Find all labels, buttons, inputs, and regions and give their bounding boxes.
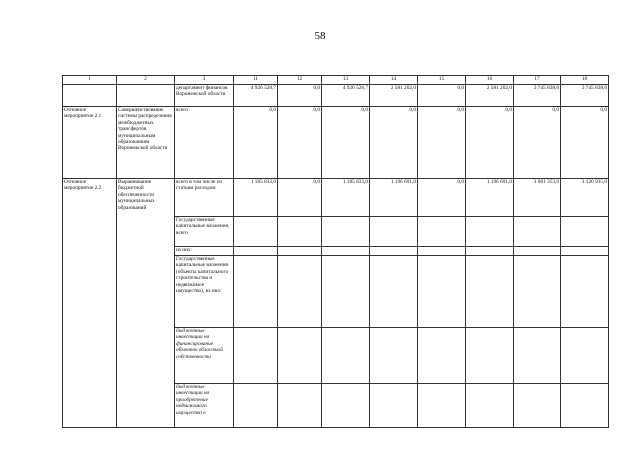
value-cell: 0,0 (418, 85, 466, 107)
value-cell: 0,0 (234, 107, 278, 179)
row-label: бюджетные инвестиции на финансирование объектов областной собственности (175, 328, 234, 384)
header-cell: 17 (514, 76, 561, 85)
row-label: всего (175, 107, 234, 179)
value-cell: 0,0 (278, 107, 322, 179)
value-cell: 4 926 528,7 (234, 85, 278, 107)
header-cell: 11 (234, 76, 278, 85)
measure-code: Основное мероприятие 2.1 (63, 107, 117, 179)
value-cell: 1 061 353,0 (514, 179, 561, 217)
row-label: из них: (175, 247, 234, 256)
table-row (63, 85, 609, 107)
value-cell: 1 120 935,0 (561, 179, 609, 217)
row-label: бюджетные инвестиции на приобретение недвижимого имущества в (175, 384, 234, 428)
value-cell: 0,0 (561, 107, 609, 179)
value-cell: 2 745 838,0 (514, 85, 561, 107)
value-cell: 0,0 (466, 107, 514, 179)
value-cell: 2 745 838,0 (561, 85, 609, 107)
header-cell: 16 (466, 76, 514, 85)
header-cell: 3 (175, 76, 234, 85)
measure-name: Совершенствование системы распределения межбюджетных трансфертов муниципальным образованиям Воронежской области (117, 107, 175, 179)
header-row (63, 76, 609, 85)
value-cell: 0,0 (322, 107, 370, 179)
measure-name: Выравнивание бюджетной обеспеченности муниципальных образований (117, 179, 175, 428)
header-cell: 15 (418, 76, 466, 85)
table-row (63, 179, 609, 217)
header-cell: 18 (561, 76, 609, 85)
row-label: департамент финансов Воронежской области (175, 85, 234, 107)
value-cell: 0,0 (418, 179, 466, 217)
header-cell: 14 (370, 76, 418, 85)
header-cell: 1 (63, 76, 117, 85)
budget-table (62, 75, 609, 428)
value-cell: 0,0 (278, 85, 322, 107)
value-cell: 1 185 833,0 (234, 179, 278, 217)
row-label: Государственные капитальные вложения, всего (175, 217, 234, 247)
page-number: 58 (314, 30, 326, 42)
value-cell: 2 581 202,0 (370, 85, 418, 107)
value-cell: 1 196 691,0 (466, 179, 514, 217)
value-cell: 0,0 (278, 179, 322, 217)
value-cell: 2 581 202,0 (466, 85, 514, 107)
header-cell: 2 (117, 76, 175, 85)
header-cell: 13 (322, 76, 370, 85)
row-label: Государственные капитальные вложения (объекты капитального строительства и недвижимое имущество), из них: (175, 256, 234, 328)
value-cell: 0,0 (370, 107, 418, 179)
value-cell: 0,0 (514, 107, 561, 179)
value-cell: 1 196 691,0 (370, 179, 418, 217)
value-cell: 4 926 528,7 (322, 85, 370, 107)
table-row (63, 107, 609, 179)
value-cell: 0,0 (418, 107, 466, 179)
value-cell: 1 185 833,0 (322, 179, 370, 217)
header-cell: 12 (278, 76, 322, 85)
measure-code: Основное мероприятие 2.2 (63, 179, 117, 428)
row-label: всего в том числе по статьям расходов: (175, 179, 234, 217)
